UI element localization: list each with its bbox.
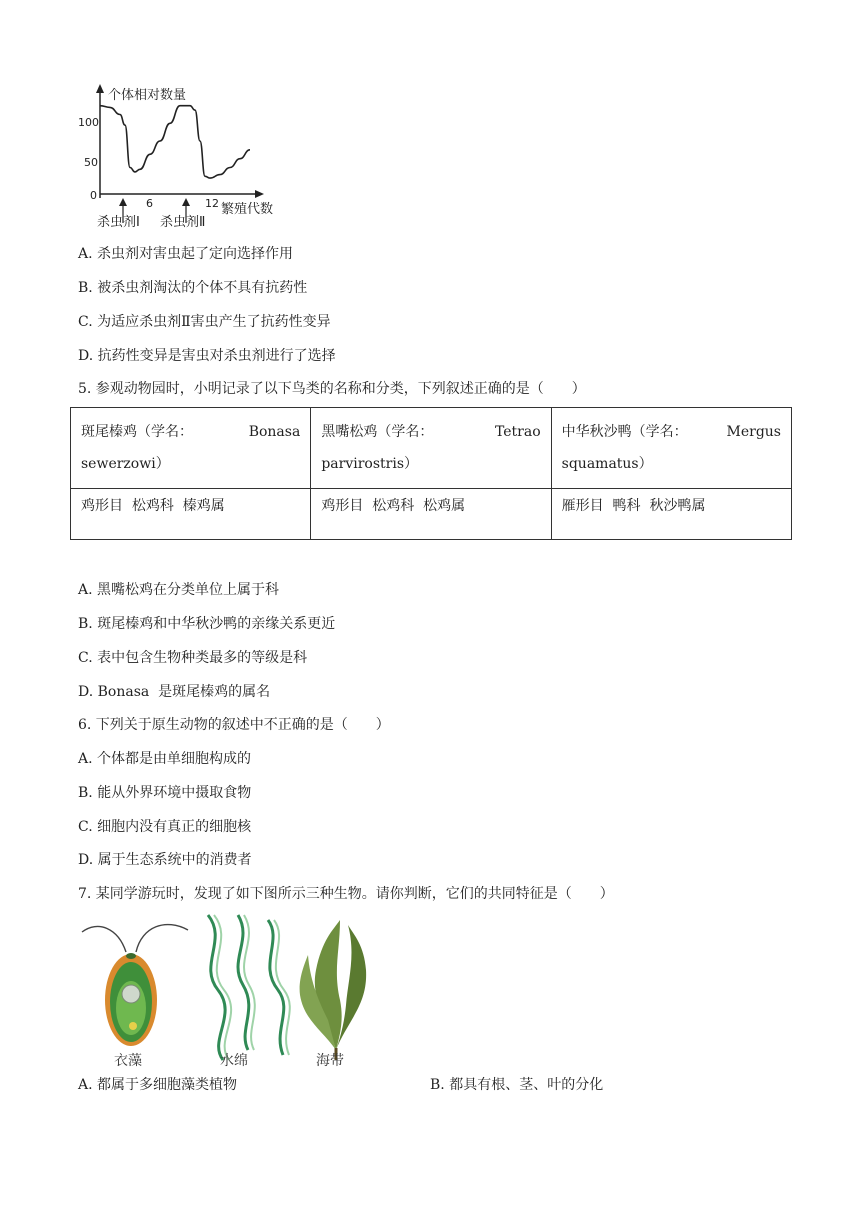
bird-classification-table [70,407,792,540]
q7-option-a: A. 都属于多细胞藻类植物 [78,1077,238,1093]
y-tick-label: 100 [78,116,99,129]
bird-name-cell [311,408,551,489]
x-axis-arrow [255,190,264,198]
caption-spirogyra: 水绵 [220,1053,248,1069]
q5-option-d: D. Bonasa 是斑尾榛鸡的属名 [78,684,271,700]
y-axis-label: 个体相对数量 [108,88,187,103]
q5-stem: 5. 参观动物园时，小明记录了以下鸟类的名称和分类，下列叙述正确的是（ ） [78,381,586,397]
y-tick-label: 50 [84,156,98,169]
q5-option-a: A. 黑嘴松鸡在分类单位上属于科 [78,582,280,598]
species-epithet: sewerzowi） [81,456,170,472]
bird-name: 斑尾榛鸡（学名： [81,424,193,440]
bird-name-cell [71,408,311,489]
spirogyra-image [208,915,290,1060]
classification-cell: 鸡形目 松鸡科 榛鸡属 [71,489,311,540]
q4-option-b: B. 被杀虫剂淘汰的个体不具有抗药性 [78,280,308,296]
q6-option-d: D. 属于生态系统中的消费者 [78,852,252,868]
bird-name: 黑嘴松鸡（学名： [321,424,434,440]
q6-stem: 6. 下列关于原生动物的叙述中不正确的是（ ） [78,717,390,733]
x-tick-label: 6 [146,197,153,210]
caption-kelp: 海带 [316,1053,344,1069]
arrow-label-insecticide-1: 杀虫剂Ⅰ [97,215,140,230]
q4-option-c: C. 为适应杀虫剂Ⅱ害虫产生了抗药性变异 [78,314,331,330]
arrow-head [182,198,190,206]
q4-option-d: D. 抗药性变异是害虫对杀虫剂进行了选择 [78,348,336,364]
classification-cell: 雁形目 鸭科 秋沙鸭属 [551,489,791,540]
x-axis-label: 繁殖代数 [221,202,274,217]
algae-illustration [78,910,378,1070]
q5-option-c: C. 表中包含生物种类最多的等级是科 [78,650,308,666]
species-epithet: parvirostris） [321,456,419,472]
q5-option-b: B. 斑尾榛鸡和中华秋沙鸭的亲缘关系更近 [78,616,336,632]
chlamydomonas-image [82,925,188,1046]
bird-name-cell [551,408,791,489]
q6-option-b: B. 能从外界环境中摄取食物 [78,785,252,801]
x-tick-label: 12 [205,197,219,210]
bird-name: 中华秋沙鸭（学名： [561,424,688,440]
arrow-head [119,198,127,206]
q7-option-b: B. 都具有根、茎、叶的分化 [430,1077,604,1093]
q6-option-a: A. 个体都是由单细胞构成的 [78,751,252,767]
y-axis-arrow [96,84,104,93]
y-tick-label: 0 [90,189,97,202]
species-epithet: squamatus） [561,456,653,472]
genus-name: Bonasa [248,424,301,440]
q4-option-a: A. 杀虫剂对害虫起了定向选择作用 [78,246,294,262]
kelp-image [300,920,367,1060]
q6-option-c: C. 细胞内没有真正的细胞核 [78,819,252,835]
arrow-label-insecticide-2: 杀虫剂Ⅱ [160,215,206,230]
q7-stem: 7. 某同学游玩时，发现了如下图所示三种生物。请你判断，它们的共同特征是（ ） [78,886,614,902]
genus-name: Tetrao [495,424,541,440]
population-curve [100,106,250,178]
classification-cell: 鸡形目 松鸡科 松鸡属 [311,489,551,540]
genus-name: Mergus [726,424,781,440]
caption-chlamydomonas: 衣藻 [114,1053,142,1069]
